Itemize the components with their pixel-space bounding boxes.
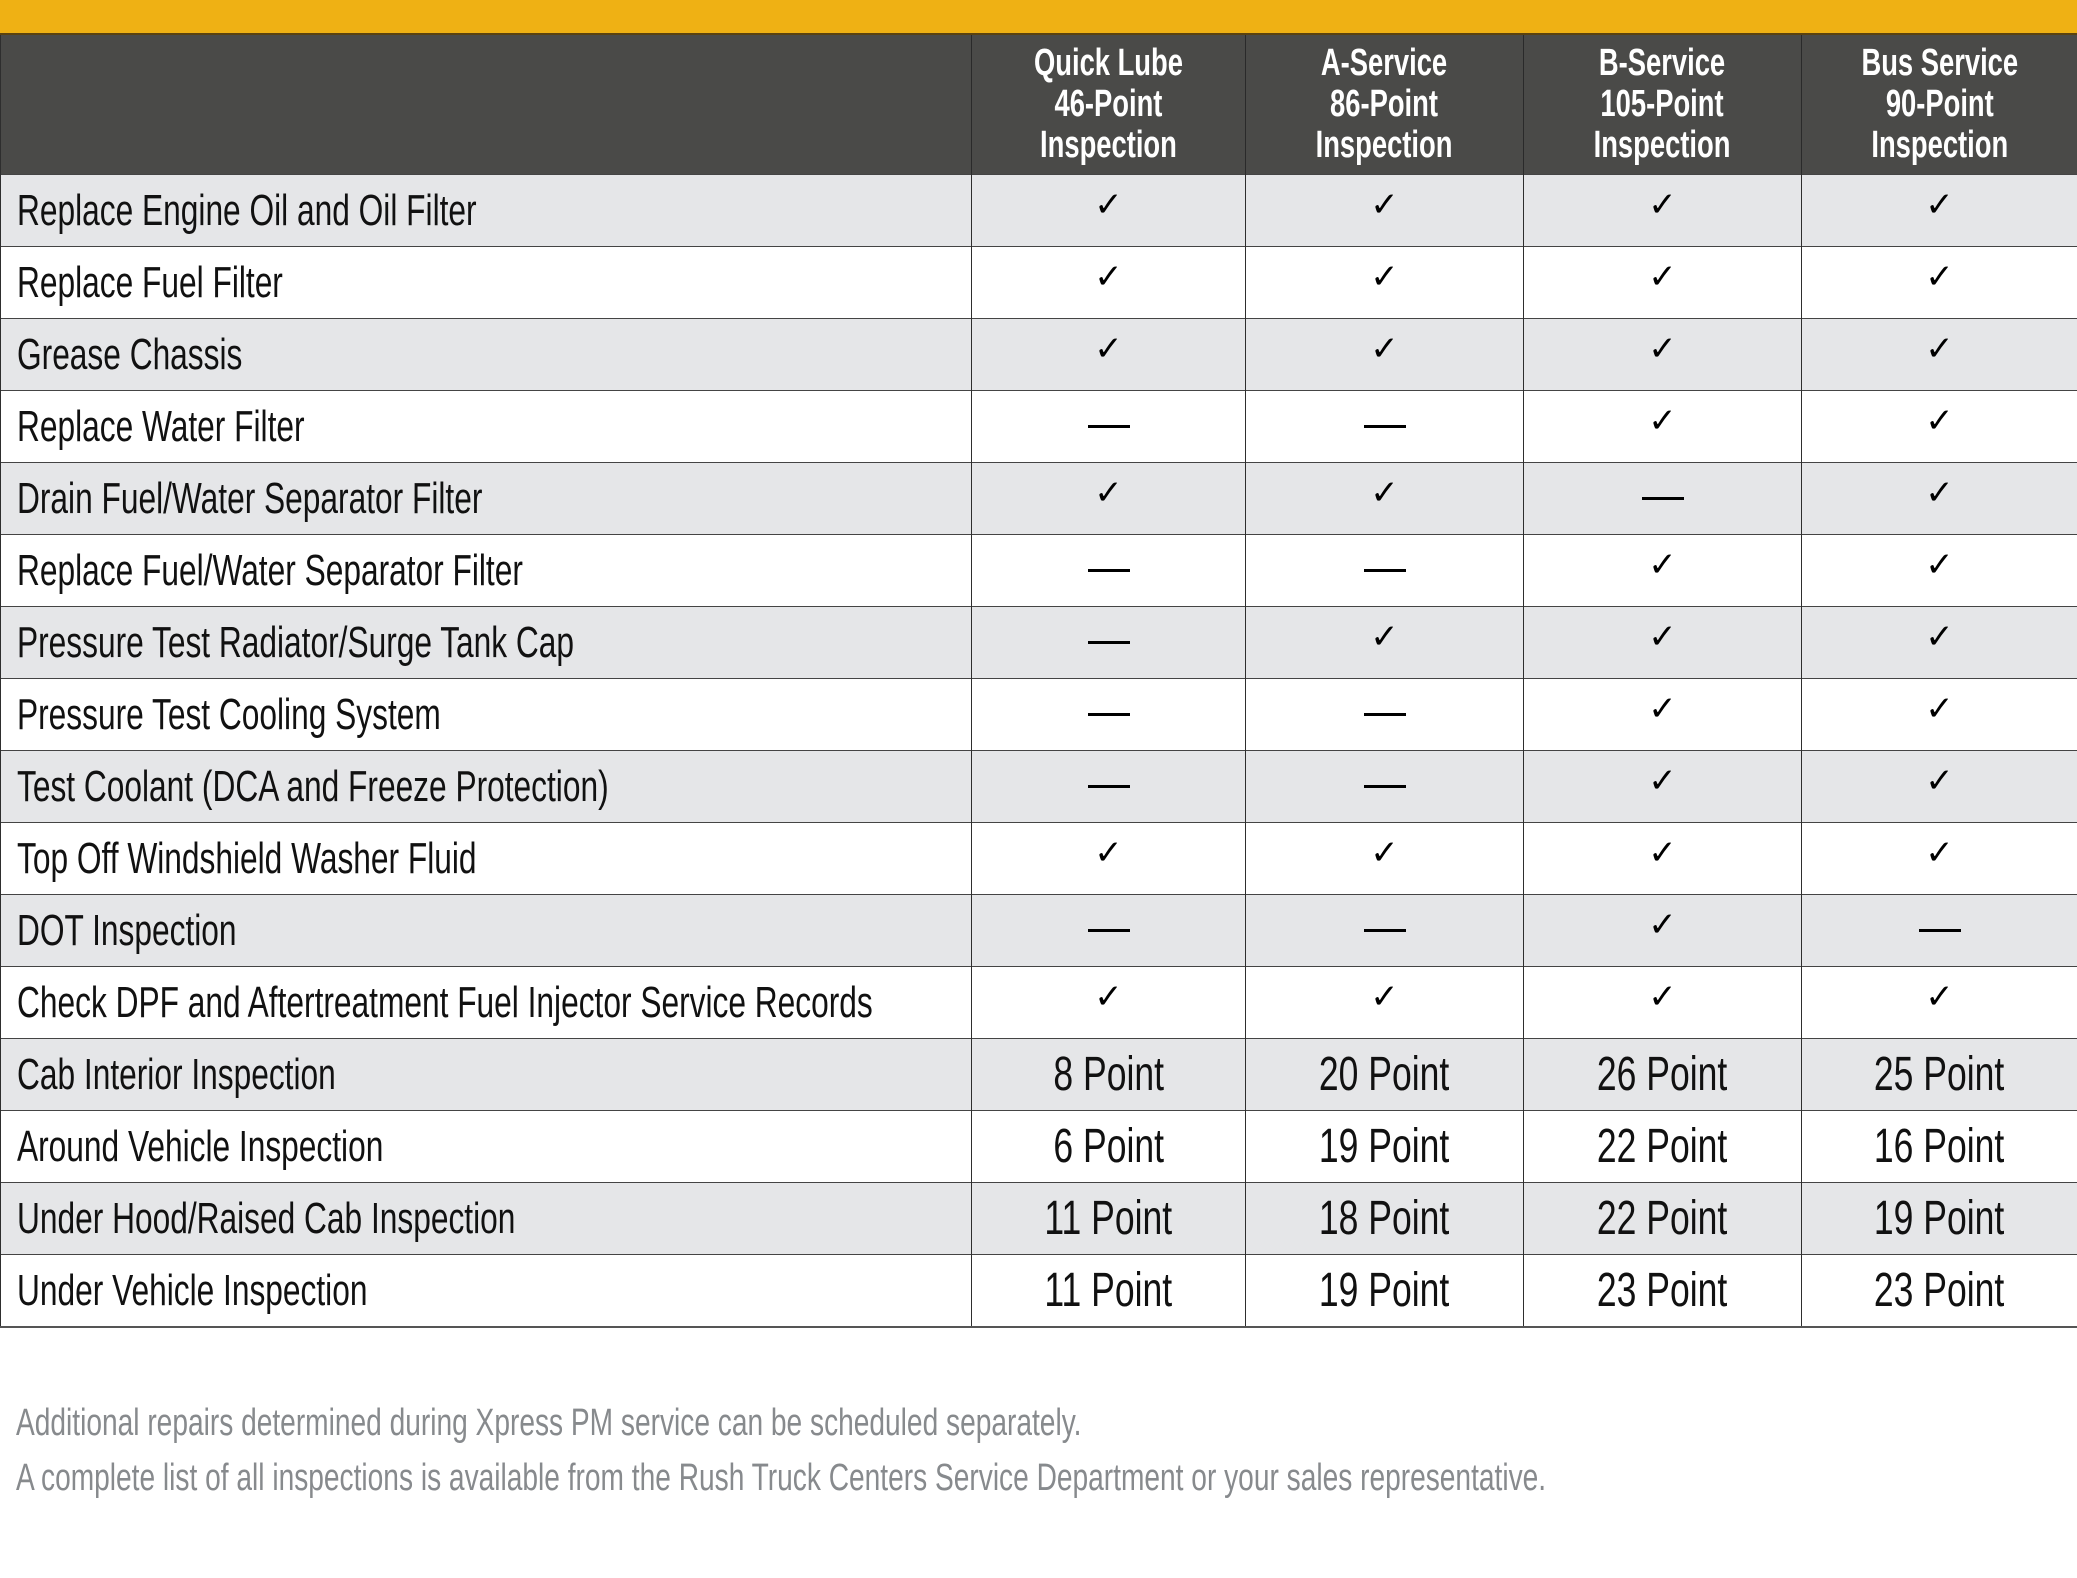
dash-icon bbox=[1088, 713, 1130, 716]
row-label-cell bbox=[1, 751, 972, 823]
check-icon: ✓ bbox=[1925, 544, 1954, 585]
row-label: Around Vehicle Inspection bbox=[17, 1121, 384, 1171]
table-row bbox=[1, 823, 2077, 895]
point-count: 19 Point bbox=[1319, 1120, 1450, 1173]
row-label-cell bbox=[1, 175, 972, 247]
row-label: Under Vehicle Inspection bbox=[17, 1265, 368, 1315]
table-cell bbox=[1246, 247, 1524, 319]
column-header-quick-lube bbox=[972, 35, 1246, 175]
dash-icon bbox=[1088, 569, 1130, 572]
dash-icon bbox=[1919, 929, 1961, 932]
check-icon: ✓ bbox=[1370, 472, 1399, 513]
row-label: Cab Interior Inspection bbox=[17, 1049, 336, 1099]
check-icon: ✓ bbox=[1925, 760, 1954, 801]
table-row bbox=[1, 1183, 2077, 1255]
table-cell bbox=[1802, 1039, 2077, 1111]
table-cell bbox=[972, 895, 1246, 967]
table-row bbox=[1, 463, 2077, 535]
table-cell bbox=[1802, 607, 2077, 679]
table-cell bbox=[1802, 967, 2077, 1039]
row-label: Check DPF and Aftertreatment Fuel Injector Service Records bbox=[17, 977, 873, 1027]
column-header-line: Inspection bbox=[1871, 124, 2008, 166]
row-label: Pressure Test Radiator/Surge Tank Cap bbox=[17, 617, 575, 667]
footer-note-2: A complete list of all inspections is available from the Rush Truck Centers Service Department or your sales representative. bbox=[16, 1457, 1547, 1499]
column-header-line: 105-Point bbox=[1600, 83, 1725, 125]
check-icon: ✓ bbox=[1094, 832, 1123, 873]
table-cell bbox=[1246, 535, 1524, 607]
dash-icon bbox=[1364, 929, 1406, 932]
table-cell bbox=[1524, 391, 1802, 463]
dash-icon bbox=[1364, 569, 1406, 572]
table-cell bbox=[1802, 319, 2077, 391]
table-cell bbox=[1802, 1183, 2077, 1255]
column-header-line: 46-Point bbox=[1054, 83, 1163, 125]
table-row bbox=[1, 1111, 2077, 1183]
dash-icon bbox=[1088, 785, 1130, 788]
table-row bbox=[1, 607, 2077, 679]
row-label-cell bbox=[1, 967, 972, 1039]
table-cell bbox=[972, 607, 1246, 679]
row-label: DOT Inspection bbox=[17, 905, 237, 955]
row-label-cell bbox=[1, 607, 972, 679]
table-cell bbox=[1246, 751, 1524, 823]
table-cell bbox=[1524, 535, 1802, 607]
table-row bbox=[1, 895, 2077, 967]
check-icon: ✓ bbox=[1370, 256, 1399, 297]
table-cell bbox=[1802, 1111, 2077, 1183]
row-label-cell bbox=[1, 1111, 972, 1183]
row-label: Test Coolant (DCA and Freeze Protection) bbox=[17, 761, 609, 811]
row-label: Grease Chassis bbox=[17, 329, 243, 379]
table-cell bbox=[1802, 751, 2077, 823]
dash-icon bbox=[1364, 425, 1406, 428]
row-label-cell bbox=[1, 319, 972, 391]
check-icon: ✓ bbox=[1648, 256, 1677, 297]
table-cell bbox=[1524, 463, 1802, 535]
table-cell bbox=[1524, 967, 1802, 1039]
check-icon: ✓ bbox=[1370, 976, 1399, 1017]
table-cell bbox=[1524, 751, 1802, 823]
table-cell bbox=[1246, 1255, 1524, 1328]
table-cell bbox=[1246, 319, 1524, 391]
check-icon: ✓ bbox=[1370, 832, 1399, 873]
point-count: 16 Point bbox=[1874, 1120, 2005, 1173]
table-row bbox=[1, 247, 2077, 319]
table-cell bbox=[1246, 1039, 1524, 1111]
table-cell bbox=[1802, 823, 2077, 895]
table-cell bbox=[1246, 823, 1524, 895]
check-icon: ✓ bbox=[1648, 688, 1677, 729]
dash-icon bbox=[1364, 713, 1406, 716]
check-icon: ✓ bbox=[1370, 184, 1399, 225]
check-icon: ✓ bbox=[1648, 184, 1677, 225]
row-label: Top Off Windshield Washer Fluid bbox=[17, 833, 477, 883]
table-cell bbox=[1524, 1255, 1802, 1328]
table-cell bbox=[1524, 607, 1802, 679]
table-cell bbox=[1524, 1183, 1802, 1255]
table-cell bbox=[1246, 391, 1524, 463]
point-count: 25 Point bbox=[1874, 1048, 2005, 1101]
check-icon: ✓ bbox=[1094, 976, 1123, 1017]
check-icon: ✓ bbox=[1925, 688, 1954, 729]
table-row bbox=[1, 319, 2077, 391]
table-cell bbox=[1802, 535, 2077, 607]
table-row bbox=[1, 175, 2077, 247]
column-header-line: B-Service bbox=[1599, 42, 1726, 84]
table-cell bbox=[972, 463, 1246, 535]
check-icon: ✓ bbox=[1648, 832, 1677, 873]
row-label-cell bbox=[1, 463, 972, 535]
table-row bbox=[1, 967, 2077, 1039]
row-label: Pressure Test Cooling System bbox=[17, 689, 441, 739]
check-icon: ✓ bbox=[1925, 832, 1954, 873]
table-cell bbox=[1246, 1183, 1524, 1255]
point-count: 8 Point bbox=[1053, 1048, 1164, 1101]
header-blank-cell bbox=[1, 35, 972, 175]
table-cell bbox=[1524, 1039, 1802, 1111]
dash-icon bbox=[1364, 785, 1406, 788]
dash-icon bbox=[1088, 929, 1130, 932]
column-header-line: A-Service bbox=[1321, 42, 1448, 84]
check-icon: ✓ bbox=[1925, 184, 1954, 225]
table-row bbox=[1, 679, 2077, 751]
column-header-b-service bbox=[1524, 35, 1802, 175]
dash-icon bbox=[1088, 425, 1130, 428]
check-icon: ✓ bbox=[1925, 328, 1954, 369]
table-cell bbox=[1246, 1111, 1524, 1183]
point-count: 20 Point bbox=[1319, 1048, 1450, 1101]
table-cell bbox=[972, 967, 1246, 1039]
dash-icon bbox=[1642, 497, 1684, 500]
table-cell bbox=[1246, 679, 1524, 751]
check-icon: ✓ bbox=[1648, 328, 1677, 369]
table-cell bbox=[1246, 967, 1524, 1039]
table-cell bbox=[972, 391, 1246, 463]
point-count: 18 Point bbox=[1319, 1192, 1450, 1245]
row-label-cell bbox=[1, 895, 972, 967]
row-label-cell bbox=[1, 1039, 972, 1111]
row-label: Replace Engine Oil and Oil Filter bbox=[17, 185, 477, 235]
point-count: 26 Point bbox=[1597, 1048, 1728, 1101]
column-header-line: Inspection bbox=[1594, 124, 1731, 166]
row-label: Drain Fuel/Water Separator Filter bbox=[17, 473, 483, 523]
point-count: 22 Point bbox=[1597, 1120, 1728, 1173]
table-cell bbox=[1524, 823, 1802, 895]
column-header-line: Bus Service bbox=[1861, 42, 2018, 84]
column-header-line: 90-Point bbox=[1885, 83, 1994, 125]
row-label-cell bbox=[1, 247, 972, 319]
row-label: Replace Fuel/Water Separator Filter bbox=[17, 545, 523, 595]
point-count: 19 Point bbox=[1319, 1264, 1450, 1317]
footer-note-1: Additional repairs determined during Xpress PM service can be scheduled separately. bbox=[16, 1402, 1082, 1444]
row-label: Replace Fuel Filter bbox=[17, 257, 283, 307]
check-icon: ✓ bbox=[1094, 184, 1123, 225]
point-count: 23 Point bbox=[1874, 1264, 2005, 1317]
check-icon: ✓ bbox=[1925, 400, 1954, 441]
table-cell bbox=[972, 1255, 1246, 1328]
table-cell bbox=[972, 751, 1246, 823]
table-cell bbox=[972, 679, 1246, 751]
row-label-cell bbox=[1, 391, 972, 463]
table-row bbox=[1, 1039, 2077, 1111]
table-row bbox=[1, 391, 2077, 463]
table-row bbox=[1, 751, 2077, 823]
column-header-bus-service bbox=[1802, 35, 2077, 175]
table-cell bbox=[1802, 463, 2077, 535]
footer-notes bbox=[16, 1396, 2077, 1506]
table-row bbox=[1, 1255, 2077, 1328]
table-cell bbox=[1524, 175, 1802, 247]
row-label: Replace Water Filter bbox=[17, 401, 305, 451]
check-icon: ✓ bbox=[1094, 472, 1123, 513]
point-count: 11 Point bbox=[1044, 1264, 1173, 1317]
table-cell bbox=[972, 823, 1246, 895]
check-icon: ✓ bbox=[1648, 904, 1677, 945]
table-cell bbox=[1524, 319, 1802, 391]
table-cell bbox=[1524, 1111, 1802, 1183]
table-cell bbox=[1246, 895, 1524, 967]
table-cell bbox=[972, 1111, 1246, 1183]
table-cell bbox=[972, 319, 1246, 391]
check-icon: ✓ bbox=[1648, 616, 1677, 657]
point-count: 11 Point bbox=[1044, 1192, 1173, 1245]
table-cell bbox=[1802, 895, 2077, 967]
table-body bbox=[1, 175, 2077, 1328]
check-icon: ✓ bbox=[1925, 616, 1954, 657]
check-icon: ✓ bbox=[1094, 328, 1123, 369]
check-icon: ✓ bbox=[1370, 328, 1399, 369]
point-count: 23 Point bbox=[1597, 1264, 1728, 1317]
column-header-line: 86-Point bbox=[1330, 83, 1439, 125]
table-cell bbox=[1246, 175, 1524, 247]
table-cell bbox=[1802, 391, 2077, 463]
column-header-line: Inspection bbox=[1316, 124, 1453, 166]
table-cell bbox=[1802, 247, 2077, 319]
point-count: 22 Point bbox=[1597, 1192, 1728, 1245]
check-icon: ✓ bbox=[1925, 472, 1954, 513]
point-count: 6 Point bbox=[1053, 1120, 1164, 1173]
table-cell bbox=[972, 1183, 1246, 1255]
table-cell bbox=[1802, 679, 2077, 751]
table-row bbox=[1, 535, 2077, 607]
row-label-cell bbox=[1, 535, 972, 607]
dash-icon bbox=[1088, 641, 1130, 644]
table-cell bbox=[1246, 607, 1524, 679]
check-icon: ✓ bbox=[1094, 256, 1123, 297]
column-header-line: Quick Lube bbox=[1034, 42, 1183, 84]
check-icon: ✓ bbox=[1370, 616, 1399, 657]
row-label-cell bbox=[1, 823, 972, 895]
check-icon: ✓ bbox=[1648, 976, 1677, 1017]
accent-bar bbox=[0, 0, 2077, 35]
column-header-a-service bbox=[1246, 35, 1524, 175]
check-icon: ✓ bbox=[1648, 760, 1677, 801]
service-comparison-table bbox=[0, 35, 2077, 1328]
row-label-cell bbox=[1, 1255, 972, 1328]
check-icon: ✓ bbox=[1925, 256, 1954, 297]
table-cell bbox=[972, 247, 1246, 319]
row-label-cell bbox=[1, 679, 972, 751]
table-cell bbox=[972, 1039, 1246, 1111]
row-label-cell bbox=[1, 1183, 972, 1255]
check-icon: ✓ bbox=[1925, 976, 1954, 1017]
point-count: 19 Point bbox=[1874, 1192, 2005, 1245]
table-cell bbox=[972, 535, 1246, 607]
table-cell bbox=[1524, 895, 1802, 967]
table-cell bbox=[1524, 679, 1802, 751]
table-header-row bbox=[1, 35, 2077, 175]
column-header-line: Inspection bbox=[1040, 124, 1177, 166]
table-cell bbox=[972, 175, 1246, 247]
check-icon: ✓ bbox=[1648, 544, 1677, 585]
check-icon: ✓ bbox=[1648, 400, 1677, 441]
row-label: Under Hood/Raised Cab Inspection bbox=[17, 1193, 516, 1243]
table-cell bbox=[1802, 1255, 2077, 1328]
table-cell bbox=[1802, 175, 2077, 247]
table-cell bbox=[1524, 247, 1802, 319]
table-cell bbox=[1246, 463, 1524, 535]
